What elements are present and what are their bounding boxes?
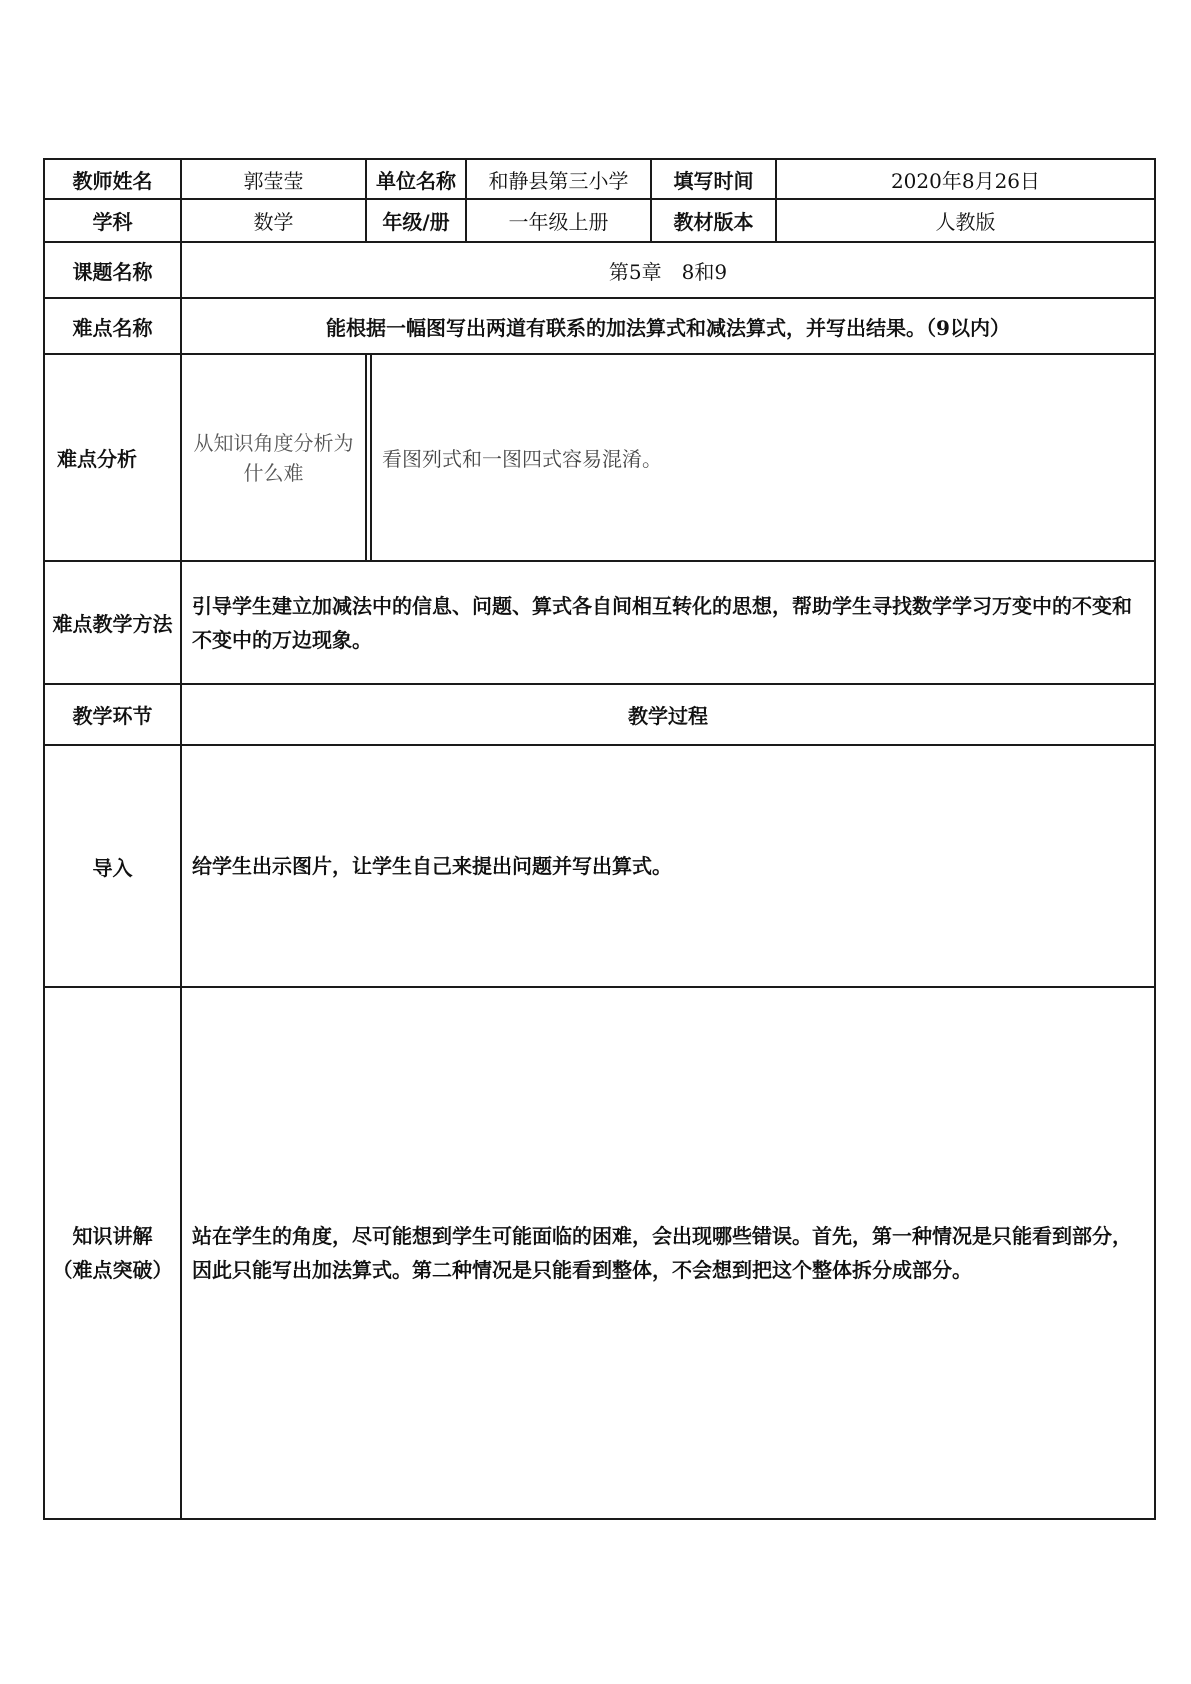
row-intro	[44, 745, 1155, 987]
explanation-value: 站在学生的角度，尽可能想到学生可能面临的困难，会出现哪些错误。首先，第一种情况是只能看到部分，因此只能写出加法算式。第二种情况是只能看到整体，不会想到把这个整体拆分成部分。	[181, 987, 1155, 1519]
row-process-header	[44, 684, 1155, 745]
subject-value: 数学	[181, 199, 366, 242]
row-analysis	[44, 354, 1155, 561]
grade-label: 年级/册	[366, 199, 466, 242]
unit-value: 和静县第三小学	[466, 159, 651, 199]
edition-label: 教材版本	[651, 199, 776, 242]
row-subject	[44, 199, 1155, 242]
subject-label: 学科	[44, 199, 181, 242]
fill-time-label: 填写时间	[651, 159, 776, 199]
row-teacher	[44, 159, 1155, 199]
grade-value: 一年级上册	[466, 199, 651, 242]
teacher-name-label: 教师姓名	[44, 159, 181, 199]
explanation-label	[44, 987, 181, 1519]
row-explanation	[44, 987, 1155, 1519]
explanation-label-line1: 知识讲解	[72, 1224, 153, 1248]
teacher-name-value: 郭莹莹	[181, 159, 366, 199]
difficulty-value: 能根据一幅图写出两道有联系的加法算式和减法算式，并写出结果。（9以内）	[181, 298, 1155, 354]
row-method	[44, 561, 1155, 684]
intro-label: 导入	[44, 745, 181, 987]
fill-time-value: 2020年8月26日	[776, 159, 1155, 199]
stage-header: 教学环节	[44, 684, 181, 745]
intro-value: 给学生出示图片，让学生自己来提出问题并写出算式。	[181, 745, 1155, 987]
difficulty-label: 难点名称	[44, 298, 181, 354]
analysis-label: 难点分析	[44, 354, 181, 561]
row-topic	[44, 242, 1155, 298]
method-value: 引导学生建立加减法中的信息、问题、算式各自间相互转化的思想，帮助学生寻找数学学习万变中的不变和不变中的万边现象。	[181, 561, 1155, 684]
lesson-plan-form	[43, 158, 1156, 1520]
topic-label: 课题名称	[44, 242, 181, 298]
unit-label: 单位名称	[366, 159, 466, 199]
row-difficulty	[44, 298, 1155, 354]
edition-value: 人教版	[776, 199, 1155, 242]
process-header: 教学过程	[181, 684, 1155, 745]
analysis-sub-label: 从知识角度分析为什么难	[181, 354, 366, 561]
topic-value: 第5章 8和9	[181, 242, 1155, 298]
method-label: 难点教学方法	[44, 561, 181, 684]
analysis-value: 看图列式和一图四式容易混淆。	[371, 354, 1155, 561]
explanation-label-line2: （难点突破）	[52, 1258, 173, 1282]
